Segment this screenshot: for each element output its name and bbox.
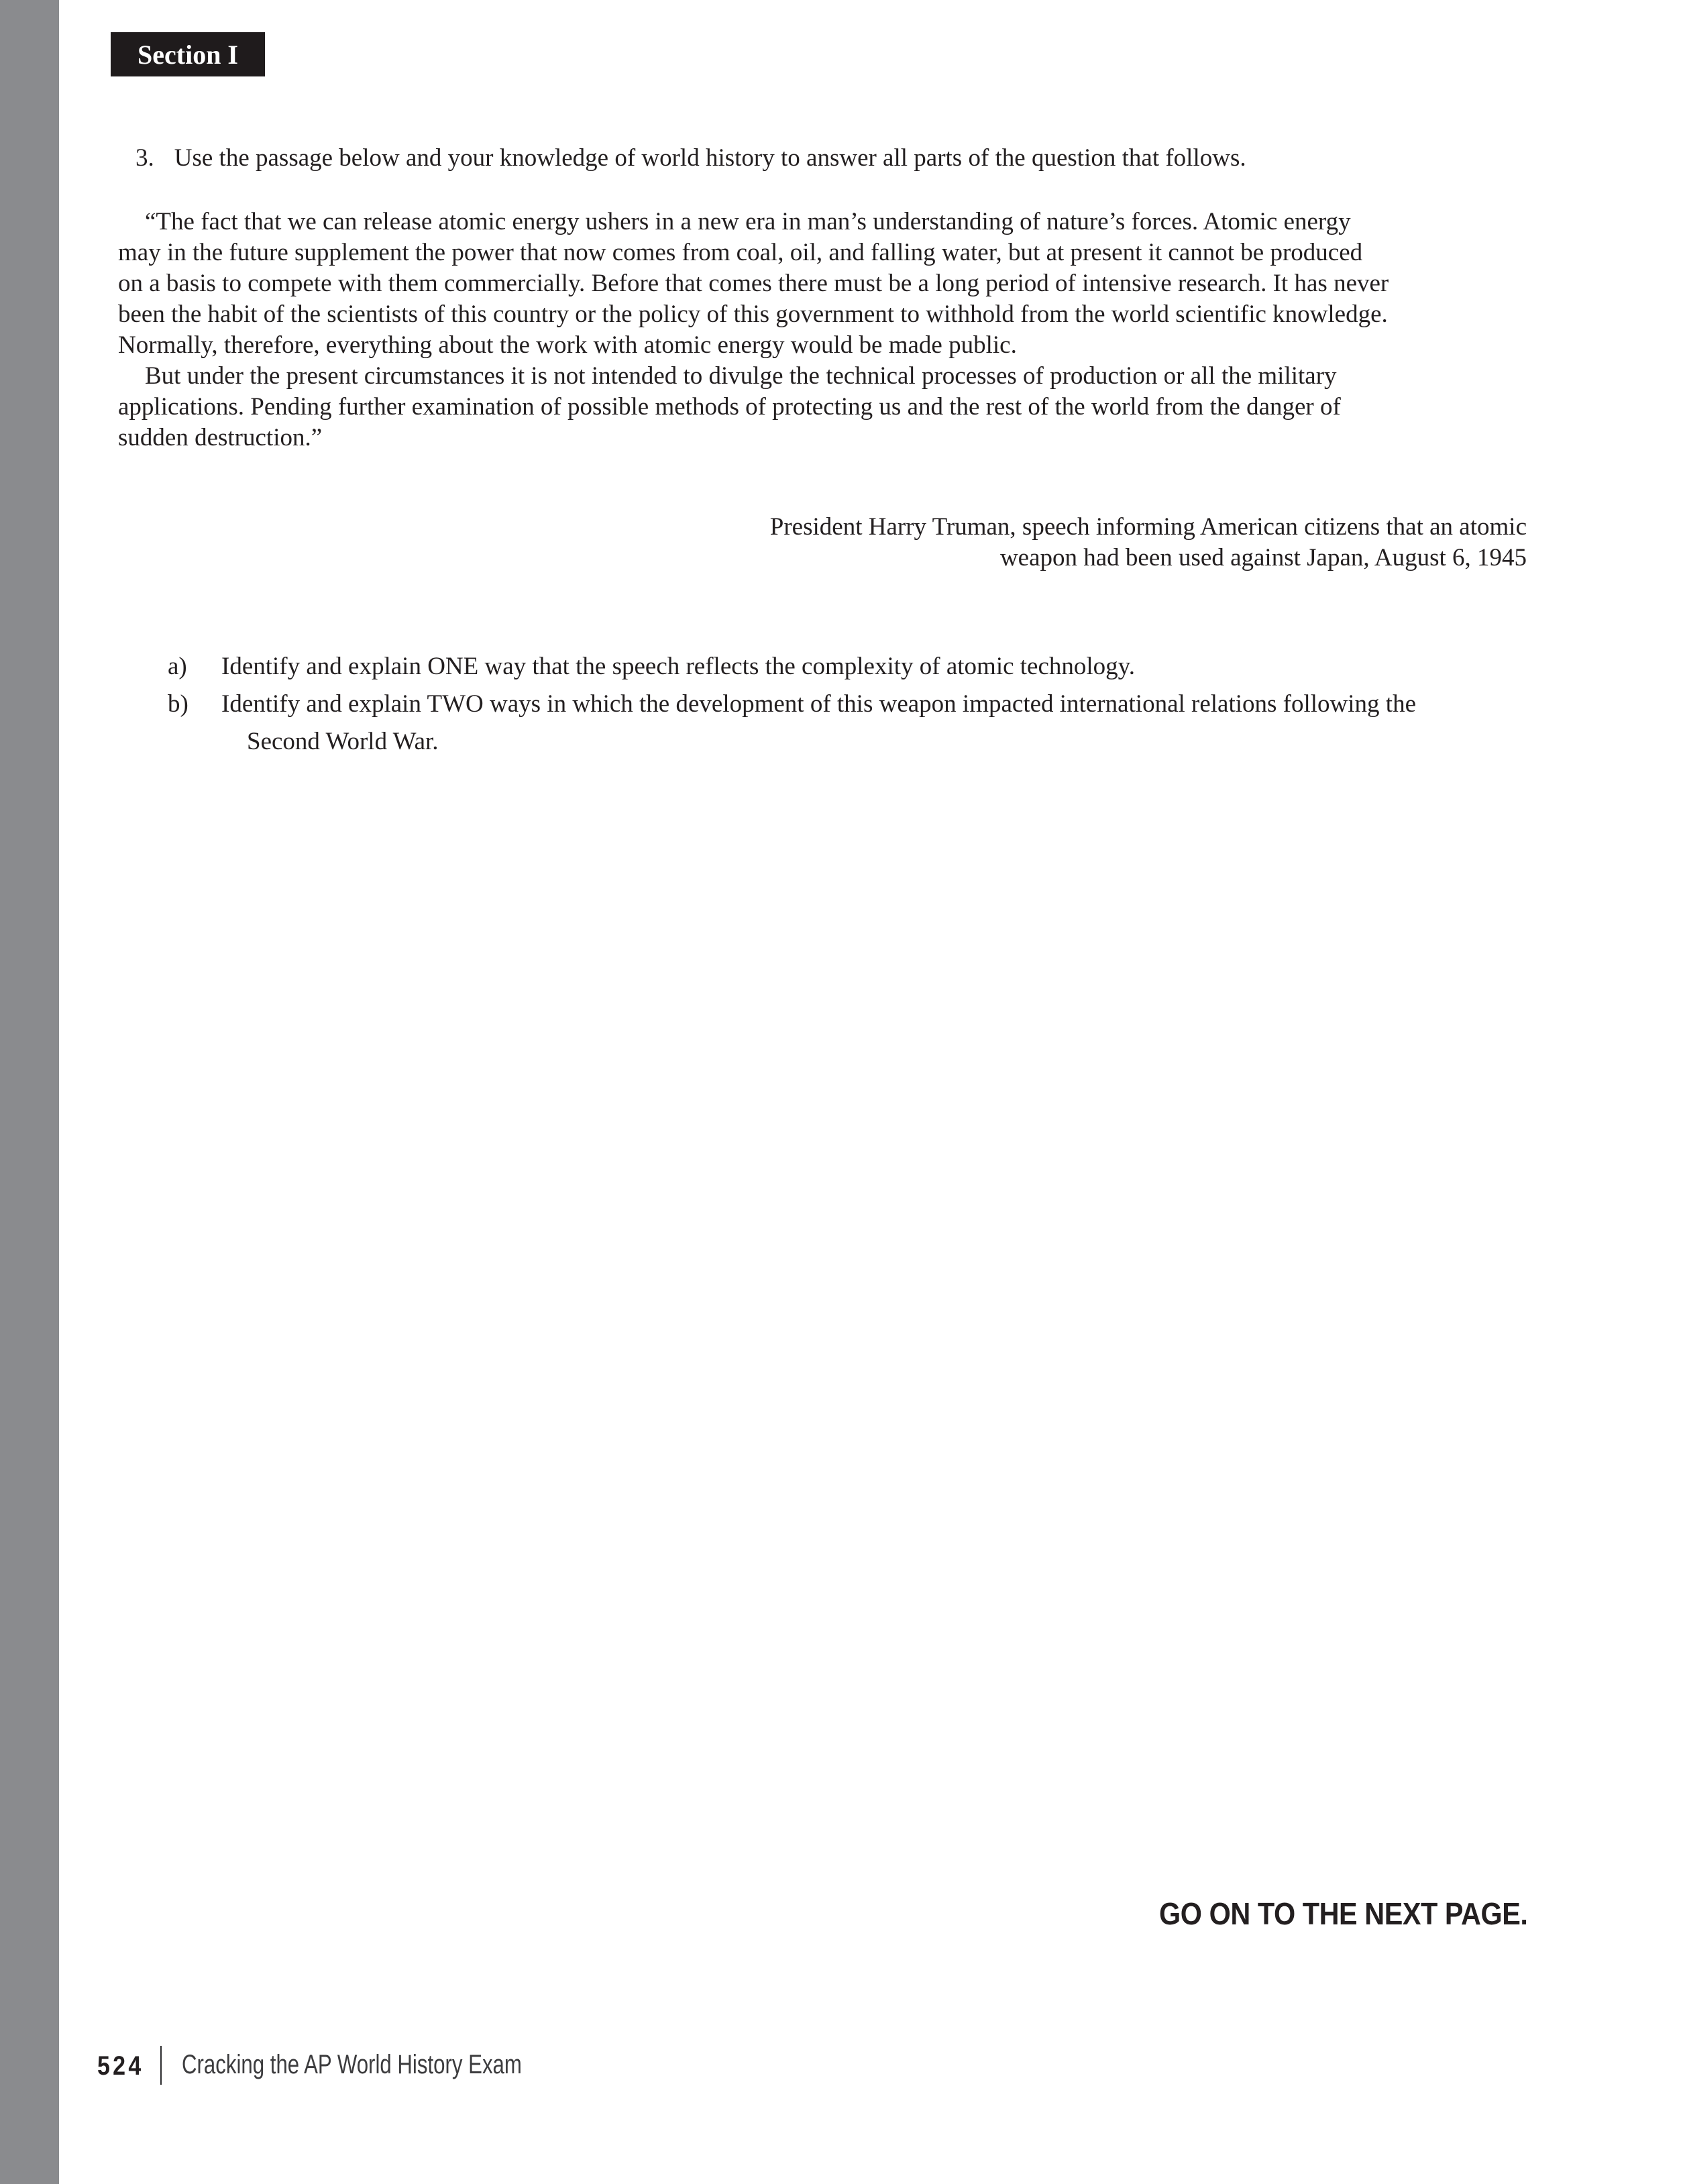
go-on-notice: GO ON TO THE NEXT PAGE. — [1158, 1896, 1527, 1931]
text-line: But under the present circumstances it is not intended to divulge the technical processes of production or all the military — [145, 362, 1337, 390]
passage-block — [118, 207, 1527, 453]
part-b-label: b) — [168, 690, 188, 718]
question-part-b — [168, 686, 1550, 761]
section-label: Section I — [138, 39, 238, 70]
text-line: Normally, therefore, everything about the work with atomic energy would be made public. — [118, 331, 1017, 359]
text-line: Second World War. — [247, 728, 439, 755]
question-part-a — [168, 648, 1550, 686]
text-line: weapon had been used against Japan, August 6, 1945 — [999, 544, 1527, 571]
text-line: sudden destruction.” — [118, 424, 323, 451]
text-line: been the habit of the scientists of this country or the policy of this government to withhold from the world scientific knowledge. — [118, 301, 1388, 328]
text-line: applications. Pending further examination of possible methods of protecting us and the rest of the world from the danger of — [118, 393, 1341, 421]
book-title: Cracking the AP World History Exam — [182, 2050, 522, 2079]
part-a-text — [221, 648, 1550, 686]
text-line: on a basis to compete with them commercially. Before that comes there must be a long period of intensive research. It has never — [118, 270, 1389, 297]
part-a-label: a) — [168, 653, 187, 680]
footer-divider — [160, 2046, 162, 2085]
text-line: Identify and explain ONE way that the speech reflects the complexity of atomic technology. — [221, 653, 1136, 680]
passage-paragraph-2 — [118, 361, 1527, 453]
page-number: 524 — [97, 2051, 144, 2081]
question-prompt: Use the passage below and your knowledge of world history to answer all parts of the question that follows. — [174, 144, 1246, 172]
text-line: “The fact that we can release atomic energy ushers in a new era in man’s understanding of nature’s forces. Atomic energy — [145, 208, 1351, 235]
section-header-tab — [111, 32, 265, 76]
text-line: may in the future supplement the power that now comes from coal, oil, and falling water, but at present it cannot be produced — [118, 239, 1363, 266]
page-edge-band — [0, 0, 59, 2184]
part-b-text — [221, 686, 1550, 761]
text-line: Identify and explain TWO ways in which the development of this weapon impacted international relations following the — [221, 690, 1417, 718]
passage-attribution — [118, 512, 1527, 574]
text-line: President Harry Truman, speech informing American citizens that an atomic — [769, 513, 1527, 541]
question-number: 3. — [135, 144, 154, 172]
question-parts — [168, 648, 1550, 761]
passage-paragraph-1 — [118, 207, 1527, 361]
question-stem — [135, 143, 1246, 174]
